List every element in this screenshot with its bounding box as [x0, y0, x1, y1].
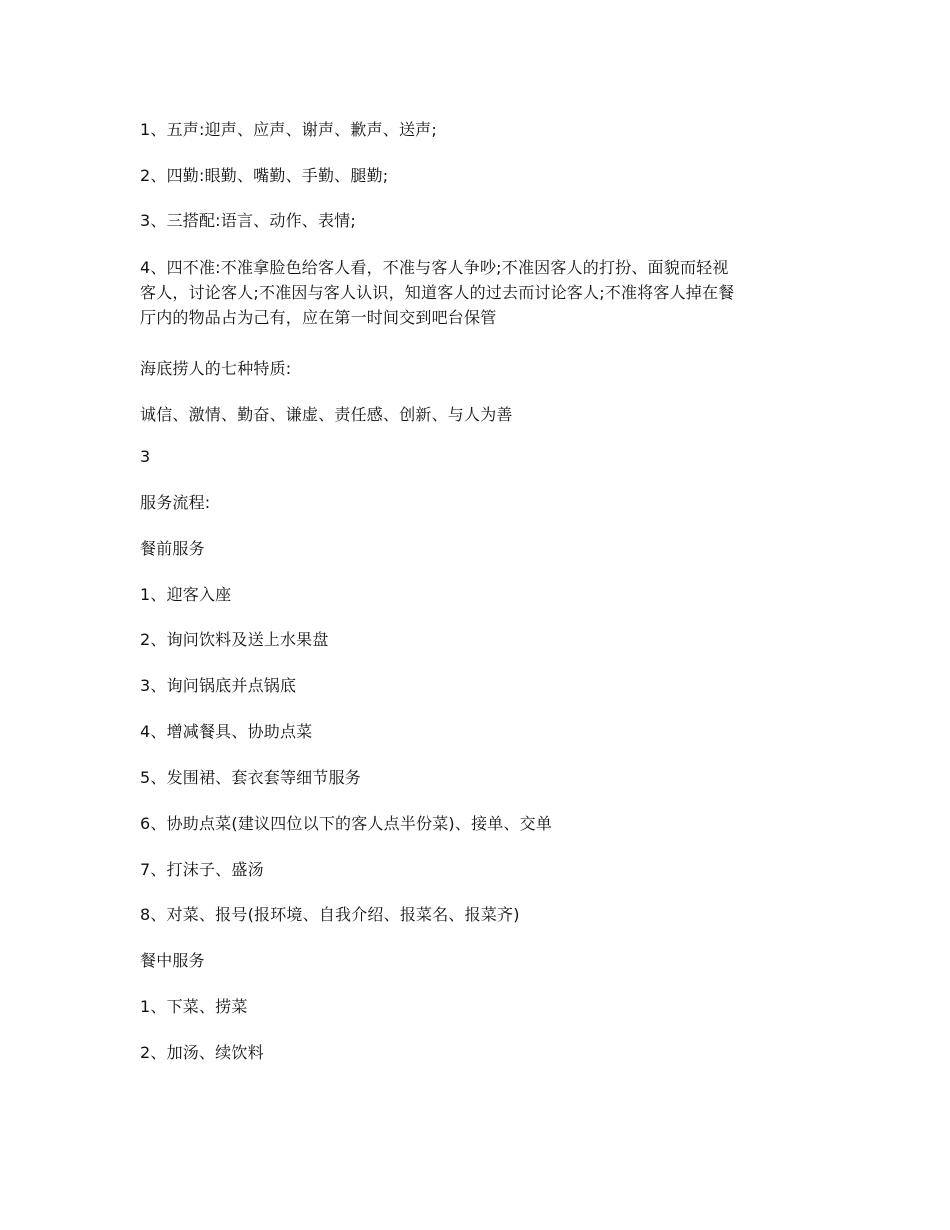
pre-meal-item: 8、对菜、报号(报环境、自我介绍、报菜名、报菜齐) — [140, 905, 520, 924]
pre-meal-item: 5、发围裙、套衣套等细节服务 — [140, 768, 361, 787]
traits-heading: 海底捞人的七种特质: — [140, 359, 292, 378]
rule-four-line-2: 客人，讨论客人;不准因与客人认识，知道客人的过去而讨论客人;不准将客人掉在餐 — [140, 283, 735, 302]
rule-four-prohibitions — [140, 255, 830, 330]
mid-meal-item: 1、下菜、捞菜 — [140, 997, 248, 1016]
pre-meal-item: 4、增减餐具、协助点菜 — [140, 722, 313, 741]
mid-meal-heading: 餐中服务 — [140, 951, 205, 970]
rule-three-matches: 3、三搭配:语言、动作、表情; — [140, 211, 356, 230]
pre-meal-item: 3、询问锅底并点锅底 — [140, 676, 297, 695]
rule-four-diligences: 2、四勤:眼勤、嘴勤、手勤、腿勤; — [140, 166, 389, 185]
pre-meal-item: 6、协助点菜(建议四位以下的客人点半份菜)、接单、交单 — [140, 814, 553, 833]
section-number: 3 — [140, 447, 151, 466]
pre-meal-item: 7、打沫子、盛汤 — [140, 860, 264, 879]
rule-four-line-3: 厅内的物品占为己有，应在第一时间交到吧台保管 — [140, 308, 497, 327]
service-heading: 服务流程: — [140, 493, 211, 512]
pre-meal-item: 2、询问饮料及送上水果盘 — [140, 630, 329, 649]
pre-meal-heading: 餐前服务 — [140, 539, 205, 558]
rule-four-line-1: 4、四不准:不准拿脸色给客人看，不准与客人争吵;不准因客人的打扮、面貌而轻视 — [140, 258, 729, 277]
rule-five-voices: 1、五声:迎声、应声、谢声、歉声、送声; — [140, 120, 437, 139]
traits-list: 诚信、激情、勤奋、谦虚、责任感、创新、与人为善 — [140, 405, 513, 424]
pre-meal-item: 1、迎客入座 — [140, 585, 232, 604]
mid-meal-item: 2、加汤、续饮料 — [140, 1043, 264, 1062]
